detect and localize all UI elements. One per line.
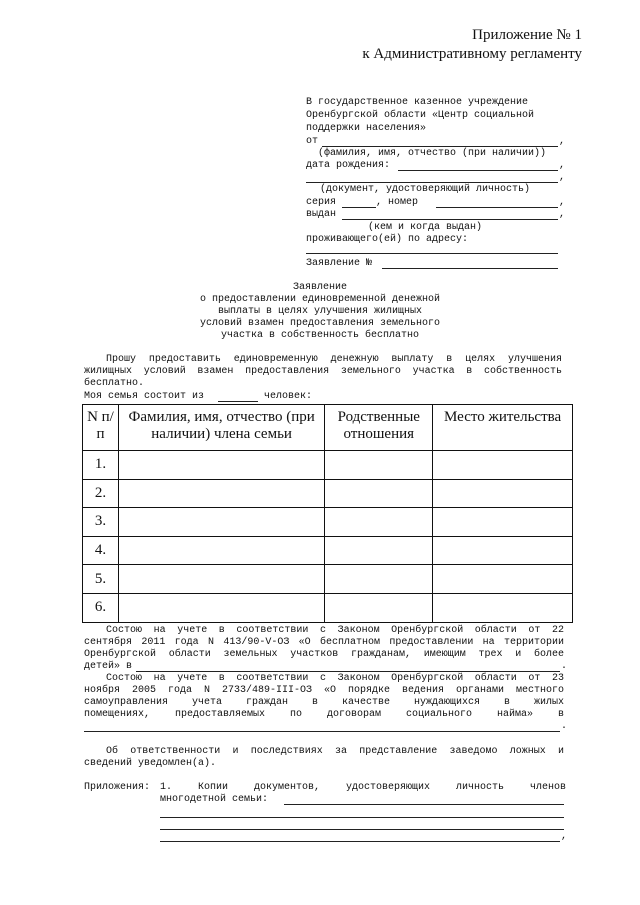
addressee-line1: В государственное казенное учреждение xyxy=(306,97,529,108)
fio-caption: (фамилия, имя, отчество (при наличии)) xyxy=(318,148,547,159)
title-line2: о предоставлении единовременной денежной xyxy=(199,294,441,305)
address-label: проживающего(ей) по адресу: xyxy=(306,234,469,245)
relation-cell[interactable] xyxy=(325,451,433,480)
birth-label: дата рождения: xyxy=(306,160,391,171)
row-number: 1. xyxy=(83,451,119,480)
family-suffix: человек: xyxy=(264,391,313,402)
responsibility-line2: сведений уведомлен(а). xyxy=(84,758,217,769)
relation-cell[interactable] xyxy=(325,536,433,565)
issued-comma: , xyxy=(559,209,566,220)
residence-cell[interactable] xyxy=(433,565,573,594)
header-number: N п/п xyxy=(83,405,119,451)
relation-cell[interactable] xyxy=(325,479,433,508)
reg1-authority-field[interactable] xyxy=(136,671,560,672)
responsibility-line1: Об ответственности и последствиях за представление заведомо ложных и xyxy=(106,746,564,757)
residence-cell[interactable] xyxy=(433,479,573,508)
header-relation: Родственные отношения xyxy=(325,405,433,451)
header-residence: Место жительства xyxy=(433,405,573,451)
reg2-line2: ноября 2005 года N 2733/489-III-ОЗ «О порядке ведения органами местного xyxy=(84,685,564,696)
number-label: , номер xyxy=(376,197,419,208)
document-comma: , xyxy=(559,172,566,183)
from-label: от xyxy=(306,136,319,147)
fullname-cell[interactable] xyxy=(118,479,324,508)
header-fullname: Фамилия, имя, отчество (при наличии) члена семьи xyxy=(118,405,324,451)
application-no-label: Заявление № xyxy=(306,258,373,269)
row-number: 4. xyxy=(83,536,119,565)
table-row xyxy=(83,479,573,508)
appendix-number: Приложение № 1 xyxy=(472,27,582,43)
issued-field[interactable] xyxy=(342,219,558,220)
family-members-table xyxy=(82,404,573,623)
fullname-cell[interactable] xyxy=(118,593,324,622)
attachment-item1-line2: многодетной семьи: xyxy=(160,794,269,805)
reg2-period: . xyxy=(561,721,568,732)
relation-cell[interactable] xyxy=(325,565,433,594)
application-no-field[interactable] xyxy=(382,268,558,269)
birth-date-field[interactable] xyxy=(398,170,558,171)
row-number: 5. xyxy=(83,565,119,594)
number-field[interactable] xyxy=(436,207,558,208)
from-field[interactable] xyxy=(322,146,558,147)
attachment-field-4[interactable] xyxy=(160,841,560,842)
fullname-cell[interactable] xyxy=(118,565,324,594)
residence-cell[interactable] xyxy=(433,536,573,565)
table-row xyxy=(83,565,573,594)
reg1-line1: Состою на учете в соответствии с Законом Оренбургской области от 22 xyxy=(106,625,564,636)
attachments-label: Приложения: xyxy=(84,782,151,793)
residence-cell[interactable] xyxy=(433,593,573,622)
reg2-line3: самоуправления учета граждан в качестве нуждающихся в жилых xyxy=(84,697,564,708)
attachment-field-3[interactable] xyxy=(160,829,564,830)
address-field[interactable] xyxy=(306,253,558,254)
issued-caption: (кем и когда выдан) xyxy=(368,222,483,233)
reg1-line3: Оренбургской области земельных участков гражданам, имеющим трех и более xyxy=(84,649,564,660)
attachment-field-2[interactable] xyxy=(160,817,564,818)
table-row xyxy=(83,451,573,480)
row-number: 2. xyxy=(83,479,119,508)
reg1-line2: сентября 2011 года N 413/90-V-ОЗ «О бесплатном предоставлении на территории xyxy=(84,637,564,648)
attachment-comma: , xyxy=(561,831,568,842)
row-number: 3. xyxy=(83,508,119,537)
title-line3: выплаты в целях улучшения жилищных xyxy=(217,306,423,317)
addressee-line3: поддержки населения» xyxy=(306,123,427,134)
table-row xyxy=(83,593,573,622)
request-line2: жилищных условий взамен предоставления земельного участка в собственность xyxy=(84,366,562,377)
series-label: серия xyxy=(306,197,337,208)
attachment-field-1[interactable] xyxy=(284,804,564,805)
series-field[interactable] xyxy=(342,207,376,208)
reg2-line1: Состою на учете в соответствии с Законом Оренбургской области от 23 xyxy=(106,673,564,684)
title-line4: условий взамен предоставления земельного xyxy=(199,318,441,329)
family-prefix: Моя семья состоит из xyxy=(84,391,205,402)
document-field[interactable] xyxy=(306,182,558,183)
relation-cell[interactable] xyxy=(325,593,433,622)
document-caption: (документ, удостоверяющий личность) xyxy=(320,184,531,195)
appendix-regulation: к Административному регламенту xyxy=(362,46,582,62)
request-line3: бесплатно. xyxy=(84,378,145,389)
relation-cell[interactable] xyxy=(325,508,433,537)
table-row xyxy=(83,508,573,537)
reg2-authority-field[interactable] xyxy=(84,731,560,732)
residence-cell[interactable] xyxy=(433,508,573,537)
fullname-cell[interactable] xyxy=(118,536,324,565)
reg1-period: . xyxy=(561,661,568,672)
row-number: 6. xyxy=(83,593,119,622)
family-count-field[interactable] xyxy=(218,401,258,402)
reg2-line4: помещениях, предоставляемых по договорам социального найма» в xyxy=(84,709,564,720)
title-line1: Заявление xyxy=(292,282,347,293)
residence-cell[interactable] xyxy=(433,451,573,480)
issued-label: выдан xyxy=(306,209,337,220)
fullname-cell[interactable] xyxy=(118,508,324,537)
birth-comma: , xyxy=(559,160,566,171)
fullname-cell[interactable] xyxy=(118,451,324,480)
reg1-line4: детей» в xyxy=(84,661,133,672)
request-line1: Прошу предоставить единовременную денежную выплату в целях улучшения xyxy=(106,354,562,365)
attachment-item1-line1: 1. Копии документов, удостоверяющих личность членов xyxy=(160,782,566,793)
addressee-line2: Оренбургской области «Центр социальной xyxy=(306,110,535,121)
from-comma: , xyxy=(559,136,566,147)
number-comma: , xyxy=(559,197,566,208)
title-line5: участка в собственность бесплатно xyxy=(220,330,420,341)
table-row xyxy=(83,536,573,565)
